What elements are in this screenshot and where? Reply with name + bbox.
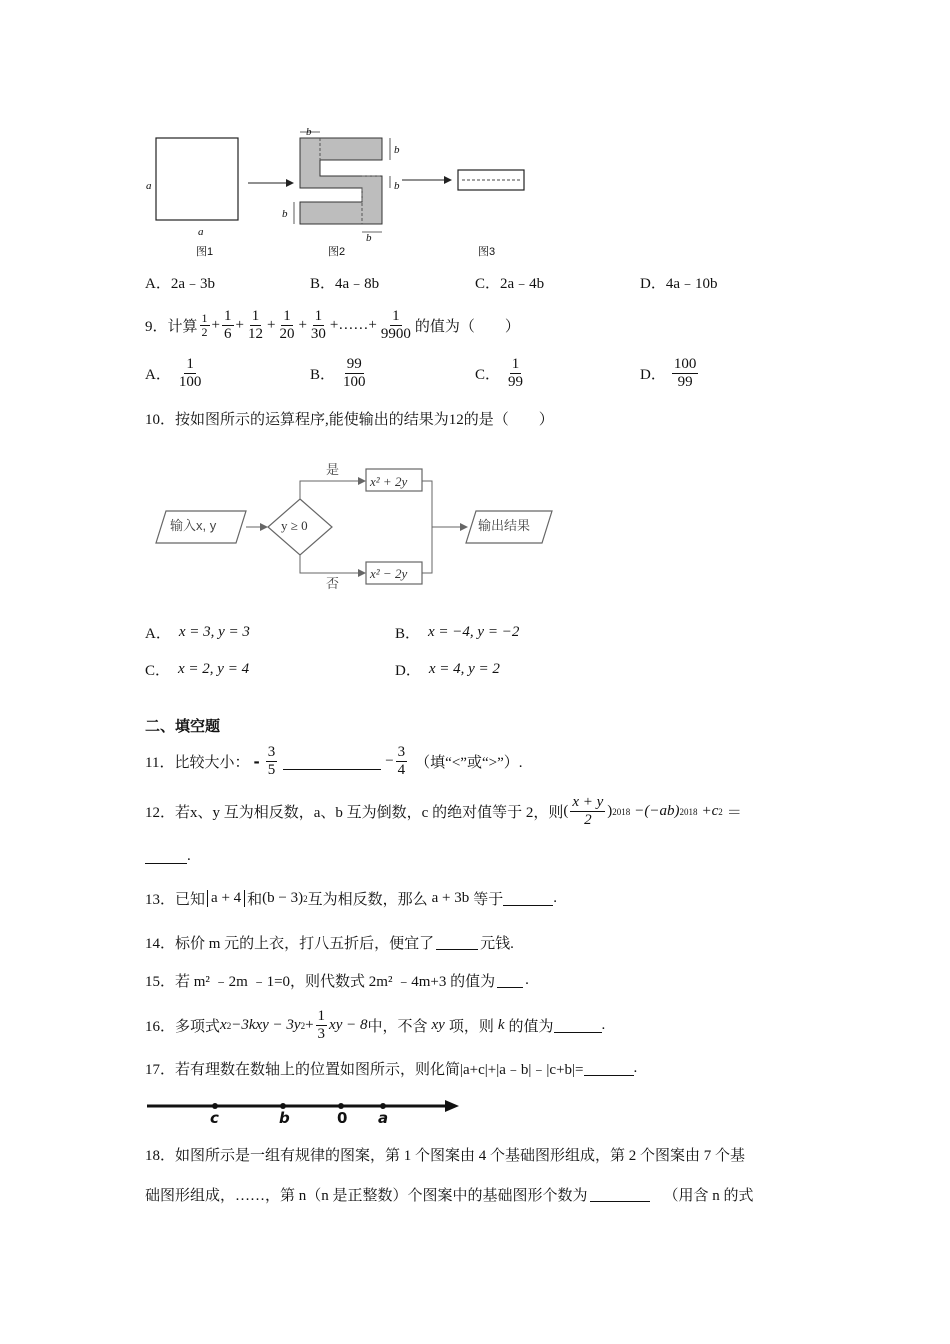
q12-line2: . xyxy=(145,848,191,865)
q9-number: 9． xyxy=(145,319,168,335)
fig2-label-b-top: b xyxy=(306,126,312,138)
q13: 13． 已知 a + 4 和 (b − 3) 2 互为相反数，那么 a + 3b 等于 . xyxy=(145,890,558,908)
flow-top-box-label: x² + 2y xyxy=(370,474,408,489)
fig2-label-b-right1: b xyxy=(394,144,400,156)
q10-option-c: C． x = 2, y = 4 xyxy=(145,661,250,679)
q9-term-2: $\frac{1}{6}$ xyxy=(224,308,232,342)
q11-answer-blank[interactable] xyxy=(283,753,381,770)
q10-option-b: B． x = −4, y = −2 xyxy=(395,624,520,642)
q15: 15．若 m² ﹣2m ﹣1=0，则代数式 2m² ﹣4m+3 的值为 . xyxy=(145,972,529,990)
fig1-label-a-bottom: a xyxy=(198,226,204,238)
fig2-label-b-bottom: b xyxy=(366,232,372,244)
q8-option-b: B．4a﹣8b xyxy=(310,276,380,292)
fig3-caption: 图3 xyxy=(478,246,496,258)
q14-answer-blank[interactable] xyxy=(436,935,478,950)
q9-term-1: $\frac{1}{2}$ xyxy=(201,311,208,339)
q18-line2: 础图形组成，……，第 n（n 是正整数）个图案中的基础图形个数为 （用含 n 的式 xyxy=(145,1188,754,1204)
q16: 16． 多项式 x 2 −3kxy − 3y 2 + $\frac{1}{3}$ xy − 8 中，不含 xy 项，则 k 的值为 . xyxy=(145,1008,606,1042)
q14: 14．标价 m 元的上衣，打八五折后，便宜了 元钱. xyxy=(145,936,514,952)
q12: 12． 若x、y 互为相反数，a、b 互为倒数，c 的绝对值等于 2，则 ( $\frac{x + y}{2}$ ) 2018 −(−ab) 2018 +c 2 ＝ xyxy=(145,794,742,828)
q9-ellipsis: +……+ xyxy=(329,317,377,333)
q9-prefix: 计算 xyxy=(167,319,198,335)
q9-term-5: $\frac{1}{30}$ xyxy=(310,308,326,342)
section-title: 二、填空题 xyxy=(145,717,221,735)
q9-term-3: $\frac{1}{12}$ xyxy=(247,308,263,342)
flow-output-label: 输出结果 xyxy=(478,518,531,533)
q11: 11． 比较大小： - $\frac{3}{5}$ − $\frac{3}{4}$ （填“<”或“>”）. xyxy=(145,744,523,778)
q18-line1: 18．如图所示是一组有规律的图案，第 1 个图案由 4 个基础图形组成，第 2 个图案由 7 个基 xyxy=(145,1148,746,1164)
flow-condition-label: y ≥ 0 xyxy=(281,518,308,533)
q8-option-d: D．4a﹣10b xyxy=(640,276,718,292)
q9-option-a: A． $\frac{1}{100}$ xyxy=(145,356,202,390)
q9-stem xyxy=(145,308,520,343)
q17: 17．若有理数在数轴上的位置如图所示，则化简|a+c|+|a﹣b|﹣|c+b|= . xyxy=(145,1060,638,1078)
q18-answer-blank[interactable] xyxy=(590,1187,650,1202)
flow-input-label: 输入x, y xyxy=(170,518,217,533)
q15-answer-blank[interactable] xyxy=(497,973,523,988)
q9-plus-1: + xyxy=(211,317,220,333)
q13-answer-blank[interactable] xyxy=(503,891,553,906)
q9-plus-3: + xyxy=(266,317,276,333)
q9-plus-4: + xyxy=(298,317,307,333)
q9-plus-2: + xyxy=(235,317,244,333)
fig1-label-a-left: a xyxy=(146,180,152,192)
flow-yes-label: 是 xyxy=(326,462,340,477)
arrow-1-head xyxy=(286,179,294,187)
q9-term-last: $\frac{1}{9900}$ xyxy=(380,308,411,342)
number-line-axis xyxy=(145,1096,465,1116)
q16-answer-blank[interactable] xyxy=(554,1018,602,1033)
fig2-caption: 图2 xyxy=(328,246,346,258)
flow-no-label: 否 xyxy=(326,576,340,591)
q8-option-a: A．2a﹣3b xyxy=(145,276,215,292)
arrow-2-head xyxy=(444,176,452,184)
fig2-s-shape xyxy=(300,138,382,224)
q9-suffix: 的值为（ ） xyxy=(414,319,520,335)
q9-term-4: $\frac{1}{20}$ xyxy=(279,308,295,342)
q9-option-c: C． $\frac{1}{99}$ xyxy=(475,356,524,390)
fig1-caption: 图1 xyxy=(196,246,214,258)
fig2-label-b-right2: b xyxy=(394,180,400,192)
label-c: c xyxy=(210,1109,219,1127)
q10-stem: 10．按如图所示的运算程序,能使输出的结果为12的是（ ） xyxy=(145,412,554,428)
q17-answer-blank[interactable] xyxy=(584,1061,634,1076)
fig1-square xyxy=(156,138,238,220)
flow-bottom-box-label: x² − 2y xyxy=(370,566,408,581)
q9-option-d: D． $\frac{100}{99}$ xyxy=(640,356,697,390)
q12-answer-blank[interactable] xyxy=(145,849,187,864)
label-0: 0 xyxy=(337,1109,348,1127)
q8-option-c: C．2a﹣4b xyxy=(475,276,545,292)
q10-option-d: D． x = 4, y = 2 xyxy=(395,661,500,679)
label-a: a xyxy=(378,1109,389,1127)
q10-option-a: A． x = 3, y = 3 xyxy=(145,624,250,642)
label-b: b xyxy=(279,1109,290,1127)
fig2-label-b-left: b xyxy=(282,208,288,220)
q9-option-b: B． $\frac{99}{100}$ xyxy=(310,356,366,390)
